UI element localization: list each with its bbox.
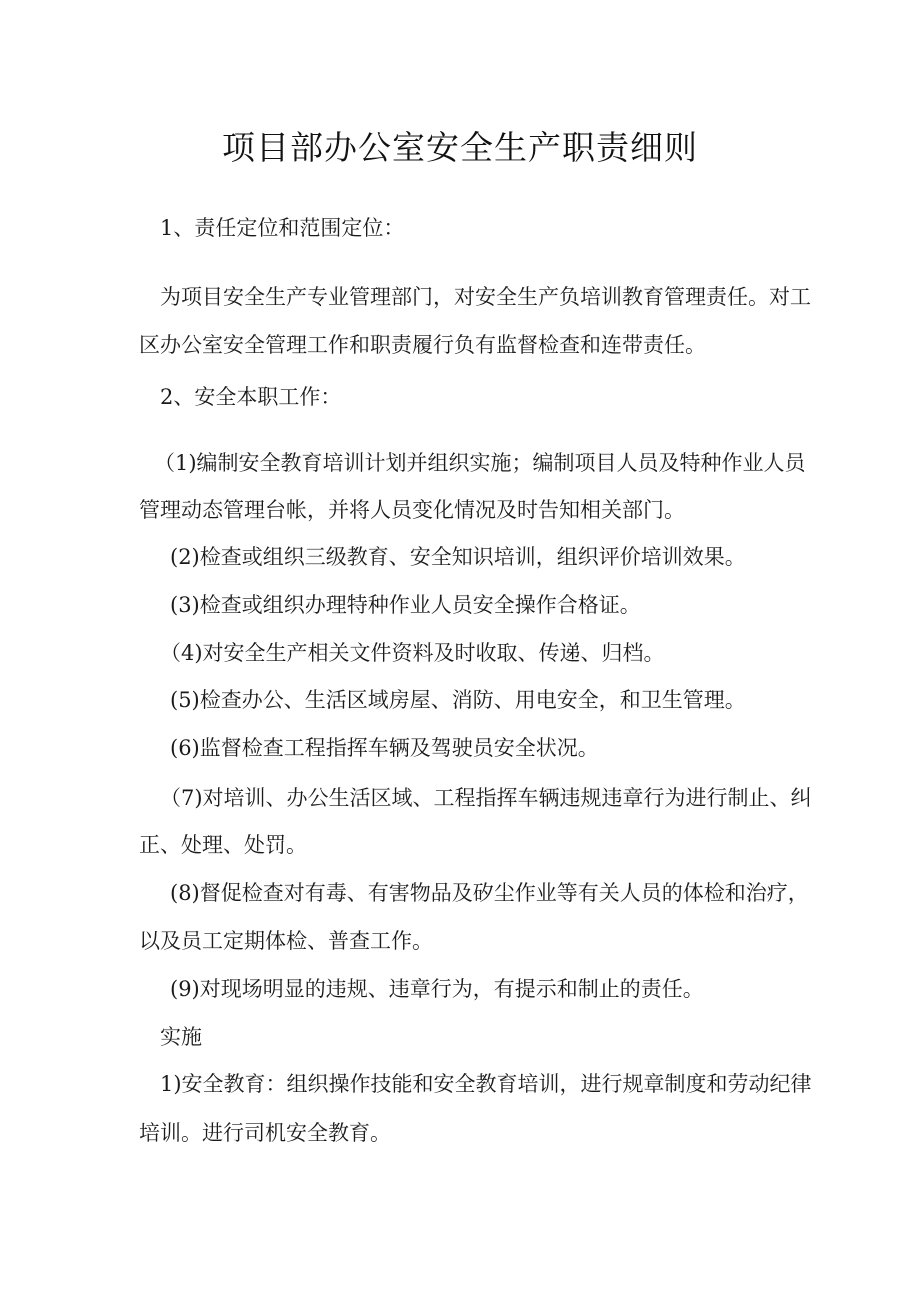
duty-item-6: (6)监督检查工程指挥车辆及驾驶员安全状况。 (170, 736, 599, 760)
implementation-heading: 实施 (160, 1025, 202, 1049)
duty-item-1-line2: 管理动态管理台帐，并将人员变化情况及时告知相关部门。 (139, 498, 685, 522)
section1-paragraph-line2: 区办公室安全管理工作和职责履行负有监督检查和连带责任。 (139, 333, 706, 357)
duty-item-2: (2)检查或组织三级教育、安全知识培训，组织评价培训效果。 (170, 545, 746, 569)
implementation-item-1-line1: 1)安全教育：组织操作技能和安全教育培训，进行规章制度和劳动纪律 (160, 1072, 812, 1096)
document-title: 项目部办公室安全生产职责细则 (222, 128, 698, 167)
section1-paragraph-line1: 为项目安全生产专业管理部门，对安全生产负培训教育管理责任。对工 (160, 285, 811, 309)
duty-item-4: （4)对安全生产相关文件资料及时收取、传递、归档。 (160, 641, 665, 665)
duty-item-8-line1: (8)督促检查对有毒、有害物品及矽尘作业等有关人员的体检和治疗， (170, 881, 809, 905)
duty-item-9: (9)对现场明显的违规、违章行为，有提示和制止的责任。 (170, 977, 704, 1001)
duty-item-3: (3)检查或组织办理特种作业人员安全操作合格证。 (170, 593, 641, 617)
duty-item-1-line1: （1)编制安全教育培训计划并组织实施；编制项目人员及特种作业人员 (154, 451, 806, 475)
duty-item-7-line2: 正、处理、处罚。 (139, 833, 307, 857)
section1-heading: 1、责任定位和范围定位： (160, 216, 405, 240)
duty-item-7-line1: （7)对培训、办公生活区域、工程指挥车辆违规违章行为进行制止、纠 (160, 786, 812, 810)
duty-item-5: (5)检查办公、生活区域房屋、消防、用电安全，和卫生管理。 (170, 688, 746, 712)
duty-item-8-line2: 以及员工定期体检、普查工作。 (139, 929, 433, 953)
section2-heading: 2、安全本职工作： (160, 385, 342, 409)
implementation-item-1-line2: 培训。进行司机安全教育。 (139, 1121, 391, 1145)
